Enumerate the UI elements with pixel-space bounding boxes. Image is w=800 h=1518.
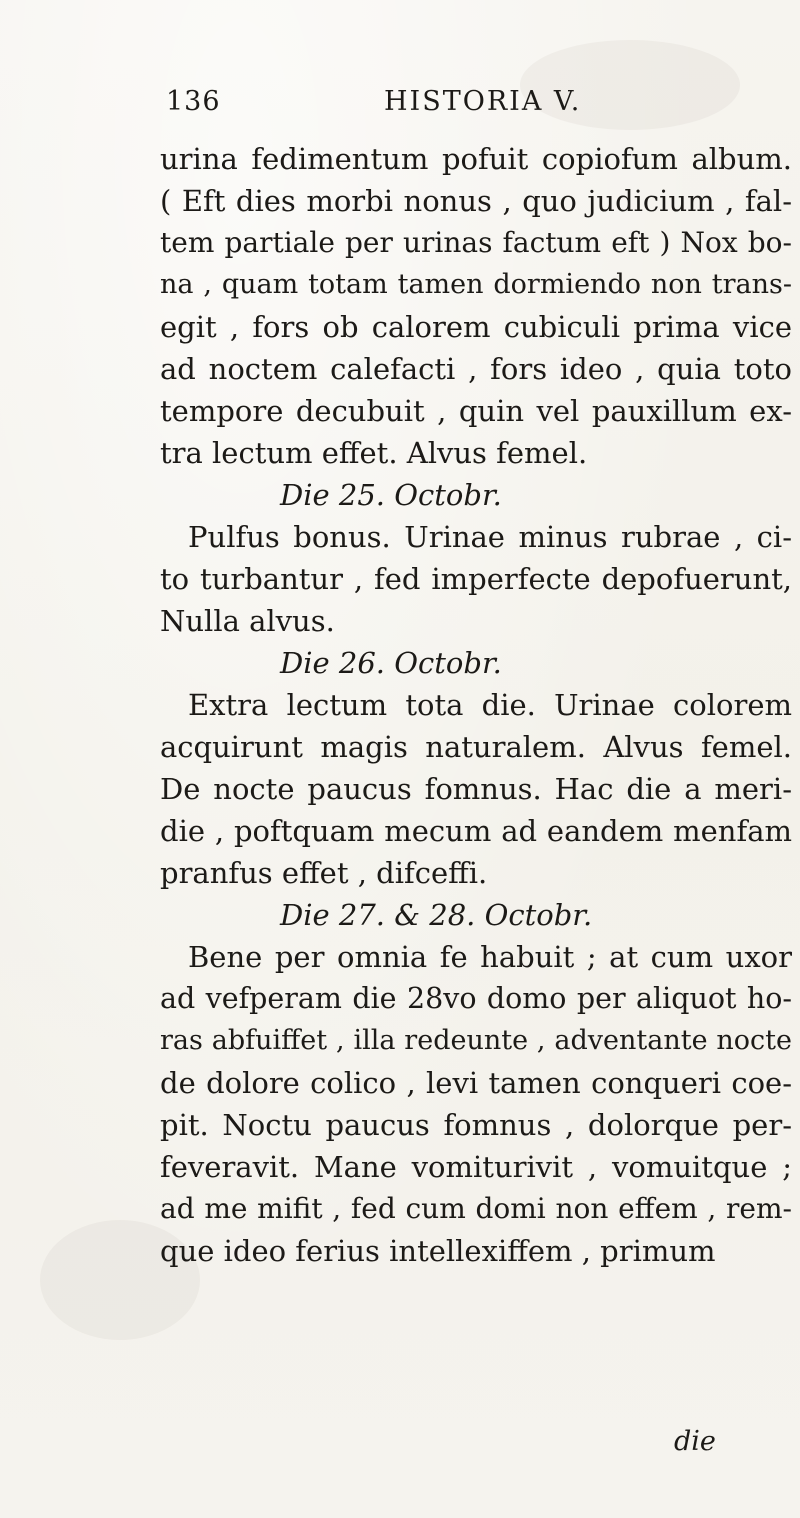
text-line: pranfus effet , difceffi. <box>160 856 488 890</box>
text-line: na , quam totam tamen dormiendo non trans- <box>160 269 792 300</box>
running-head: HISTORIA V. <box>384 86 582 117</box>
text-line: ras abfuiffet , illa redeunte , adventante nocte <box>160 1025 792 1056</box>
text-line: ad me mifit , fed cum domi non effem , rem- <box>160 1192 792 1225</box>
text-line: die , poftquam mecum ad eandem menfam <box>160 814 792 848</box>
text-line: feveravit. Mane vomiturivit , vomuitque ; <box>160 1150 792 1184</box>
text-line: Nulla alvus. <box>160 604 335 638</box>
text-line: ( Eft dies morbi nonus , quo judicium , fal- <box>160 184 792 218</box>
date-heading: Die 26. Octobr. <box>280 646 502 680</box>
text-line: tem partiale per urinas factum eft ) Nox bo- <box>160 226 792 259</box>
text-line: de dolore colico , levi tamen conqueri coe- <box>160 1066 792 1100</box>
text-line: to turbantur , fed imperfecte depofuerunt, <box>160 562 792 596</box>
text-line: urina fedimentum pofuit copiofum album. <box>160 142 792 176</box>
text-line: tra lectum effet. Alvus femel. <box>160 436 588 470</box>
text-line: ad vefperam die 28vo domo per aliquot ho- <box>160 982 792 1015</box>
text-line: acquirunt magis naturalem. Alvus femel. <box>160 730 792 764</box>
text-line: que ideo ferius intellexiffem , primum <box>160 1234 716 1268</box>
catchword: die <box>674 1426 716 1457</box>
text-line: Bene per omnia fe habuit ; at cum uxor <box>188 940 792 974</box>
page-header <box>166 86 706 126</box>
text-line: Extra lectum tota die. Urinae colorem <box>188 688 792 722</box>
page-number: 136 <box>166 86 221 117</box>
text-line: ad noctem calefacti , fors ideo , quia toto <box>160 352 792 386</box>
text-line: pit. Noctu paucus fomnus , dolorque per- <box>160 1108 792 1142</box>
body-text <box>160 138 792 1272</box>
text-line: tempore decubuit , quin vel pauxillum ex- <box>160 394 792 428</box>
date-heading: Die 25. Octobr. <box>280 478 502 512</box>
date-heading: Die 27. & 28. Octobr. <box>280 898 593 932</box>
text-line: egit , fors ob calorem cubiculi prima vice <box>160 310 792 344</box>
text-line: De nocte paucus fomnus. Hac die a meri- <box>160 772 792 806</box>
text-line: Pulfus bonus. Urinae minus rubrae , ci- <box>188 520 792 554</box>
